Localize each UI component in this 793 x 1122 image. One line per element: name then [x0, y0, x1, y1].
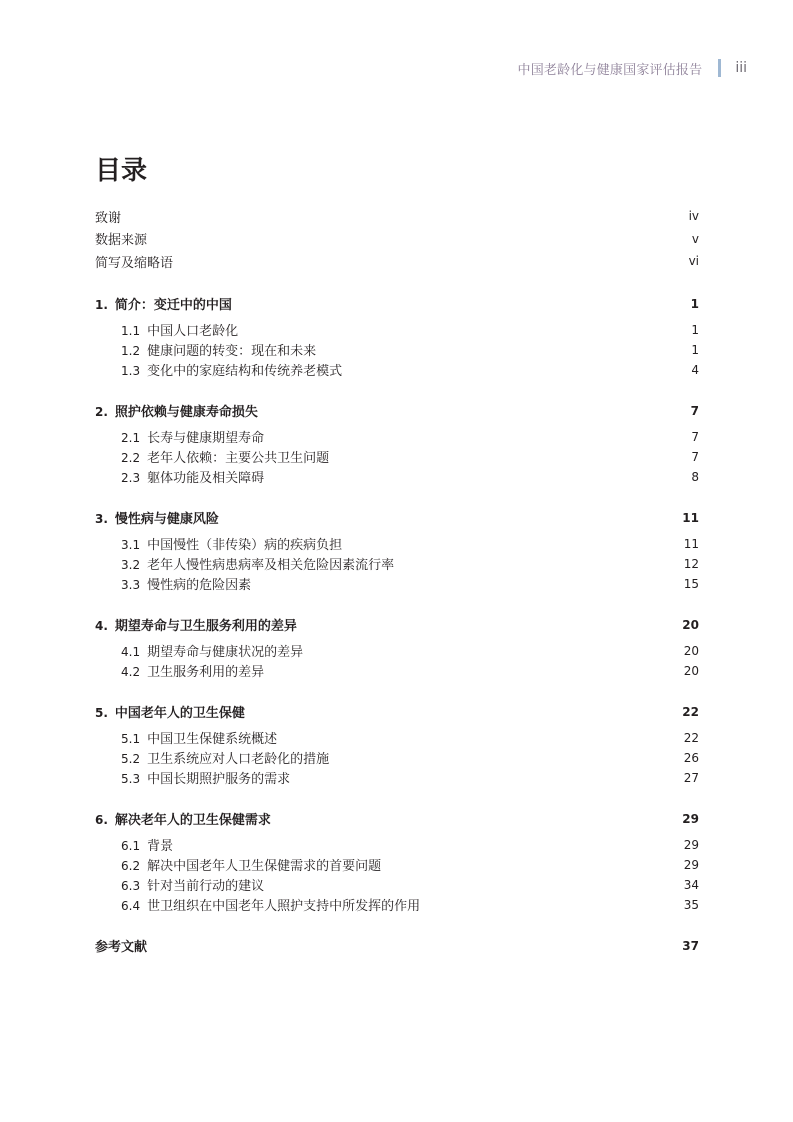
- chapter-heading[interactable]: [95, 400, 699, 422]
- section-entry[interactable]: [95, 895, 699, 915]
- chapter-number: 1.: [95, 298, 108, 312]
- chapter-number: 5.: [95, 706, 108, 720]
- section-title: 躯体功能及相关障碍: [147, 471, 265, 486]
- section-entry[interactable]: [95, 641, 699, 661]
- toc-entry-data-sources[interactable]: [95, 228, 699, 251]
- references-page: 37: [682, 938, 699, 953]
- toc-entry-page: v: [691, 231, 699, 246]
- section-entry[interactable]: [95, 320, 699, 340]
- section-number: 3.3: [121, 578, 141, 592]
- section-number: 3.1: [121, 538, 141, 552]
- chapter-3: [95, 507, 699, 594]
- header-divider: [718, 59, 721, 77]
- section-entry[interactable]: [95, 467, 699, 487]
- section-title: 中国长期照护服务的需求: [147, 772, 291, 787]
- section-page: 27: [683, 770, 699, 785]
- section-number: 5.1: [121, 732, 141, 746]
- chapter-heading[interactable]: [95, 614, 699, 636]
- chapter-page: 1: [690, 296, 699, 311]
- section-title: 中国慢性（非传染）病的疾病负担: [147, 538, 343, 553]
- front-matter: [95, 205, 699, 273]
- chapter-title: 慢性病与健康风险: [114, 512, 219, 527]
- toc-entry-references[interactable]: [95, 935, 699, 957]
- section-page: 26: [683, 750, 699, 765]
- toc-entry-label: 数据来源: [95, 233, 148, 249]
- section-entry[interactable]: [95, 554, 699, 574]
- section-page: 20: [683, 663, 699, 678]
- section-page: 1: [691, 342, 699, 357]
- chapter-6: [95, 808, 699, 915]
- section-page: 12: [683, 556, 699, 571]
- section-number: 6.2: [121, 859, 141, 873]
- section-number: 1.3: [121, 364, 141, 378]
- toc-entry-label: 简写及缩略语: [95, 255, 174, 271]
- section-title: 变化中的家庭结构和传统养老模式: [147, 364, 343, 379]
- section-title: 卫生服务利用的差异: [147, 665, 265, 680]
- chapter-number: 6.: [95, 813, 108, 827]
- section-entry[interactable]: [95, 427, 699, 447]
- chapter-title: 期望寿命与卫生服务利用的差异: [114, 619, 297, 634]
- section-number: 1.2: [121, 344, 141, 358]
- chapter-title: 简介：变迁中的中国: [114, 298, 232, 313]
- section-entry[interactable]: [95, 768, 699, 788]
- section-title: 慢性病的危险因素: [147, 578, 252, 593]
- section-number: 1.1: [121, 324, 141, 338]
- section-page: 8: [691, 469, 699, 484]
- chapter-number: 4.: [95, 619, 108, 633]
- section-number: 6.3: [121, 879, 141, 893]
- section-page: 11: [683, 536, 699, 551]
- section-title: 中国卫生保健系统概述: [147, 732, 278, 747]
- section-number: 4.1: [121, 645, 141, 659]
- section-page: 34: [683, 877, 699, 892]
- section-entry[interactable]: [95, 661, 699, 681]
- section-page: 7: [691, 429, 699, 444]
- section-page: 20: [683, 643, 699, 658]
- section-page: 29: [683, 857, 699, 872]
- section-title: 中国人口老龄化: [147, 324, 239, 339]
- chapter-title: 中国老年人的卫生保健: [114, 706, 245, 721]
- section-entry[interactable]: [95, 835, 699, 855]
- section-number: 2.2: [121, 451, 141, 465]
- section-page: 1: [691, 322, 699, 337]
- table-of-contents: [95, 205, 699, 957]
- section-page: 4: [691, 362, 699, 377]
- chapter-5: [95, 701, 699, 788]
- section-title: 世卫组织在中国老年人照护支持中所发挥的作用: [147, 899, 421, 914]
- chapter-2: [95, 400, 699, 487]
- section-title: 期望寿命与健康状况的差异: [147, 645, 304, 660]
- section-number: 2.3: [121, 471, 141, 485]
- section-entry[interactable]: [95, 875, 699, 895]
- chapter-page: 20: [682, 617, 699, 632]
- chapter-heading[interactable]: [95, 507, 699, 529]
- header-page-number: iii: [735, 60, 747, 76]
- section-title: 解决中国老年人卫生保健需求的首要问题: [147, 859, 382, 874]
- toc-entry-page: iv: [688, 209, 699, 224]
- section-title: 针对当前行动的建议: [147, 879, 265, 894]
- section-title: 背景: [147, 839, 174, 854]
- section-page: 35: [683, 897, 699, 912]
- chapter-page: 11: [682, 510, 699, 525]
- chapter-4: [95, 614, 699, 681]
- section-number: 5.3: [121, 772, 141, 786]
- page-title: 目录: [95, 156, 148, 186]
- references-label: 参考文献: [95, 940, 148, 955]
- chapter-title: 解决老年人的卫生保健需求: [114, 813, 271, 828]
- chapter-heading[interactable]: [95, 808, 699, 830]
- section-title: 卫生系统应对人口老龄化的措施: [147, 752, 330, 767]
- chapter-heading[interactable]: [95, 701, 699, 723]
- section-number: 5.2: [121, 752, 141, 766]
- section-page: 22: [683, 730, 699, 745]
- section-number: 6.1: [121, 839, 141, 853]
- chapter-heading[interactable]: [95, 293, 699, 315]
- running-header-title: 中国老龄化与健康国家评估报告: [517, 62, 703, 78]
- chapter-number: 3.: [95, 512, 108, 526]
- section-entry[interactable]: [95, 574, 699, 594]
- section-entry[interactable]: [95, 728, 699, 748]
- chapter-page: 22: [682, 704, 699, 719]
- toc-entry-acknowledgements[interactable]: [95, 205, 699, 228]
- running-header: [518, 58, 747, 78]
- section-entry[interactable]: [95, 360, 699, 380]
- section-page: 7: [691, 449, 699, 464]
- section-entry[interactable]: [95, 855, 699, 875]
- chapter-title: 照护依赖与健康寿命损失: [114, 405, 258, 420]
- section-title: 老年人依赖：主要公共卫生问题: [147, 451, 330, 466]
- section-title: 健康问题的转变：现在和未来: [147, 344, 317, 359]
- section-entry[interactable]: [95, 534, 699, 554]
- section-number: 4.2: [121, 665, 141, 679]
- section-number: 2.1: [121, 431, 141, 445]
- section-entry[interactable]: [95, 340, 699, 360]
- toc-entry-label: 致谢: [95, 210, 122, 226]
- chapter-page: 29: [682, 811, 699, 826]
- toc-entry-abbreviations[interactable]: [95, 250, 699, 273]
- section-number: 3.2: [121, 558, 141, 572]
- section-page: 29: [683, 837, 699, 852]
- section-title: 老年人慢性病患病率及相关危险因素流行率: [147, 558, 395, 573]
- chapter-1: [95, 293, 699, 380]
- chapter-page: 7: [690, 403, 699, 418]
- section-page: 15: [683, 576, 699, 591]
- chapter-number: 2.: [95, 405, 108, 419]
- section-number: 6.4: [121, 899, 141, 913]
- section-entry[interactable]: [95, 447, 699, 467]
- section-entry[interactable]: [95, 748, 699, 768]
- toc-entry-page: vi: [688, 254, 699, 269]
- section-title: 长寿与健康期望寿命: [147, 431, 265, 446]
